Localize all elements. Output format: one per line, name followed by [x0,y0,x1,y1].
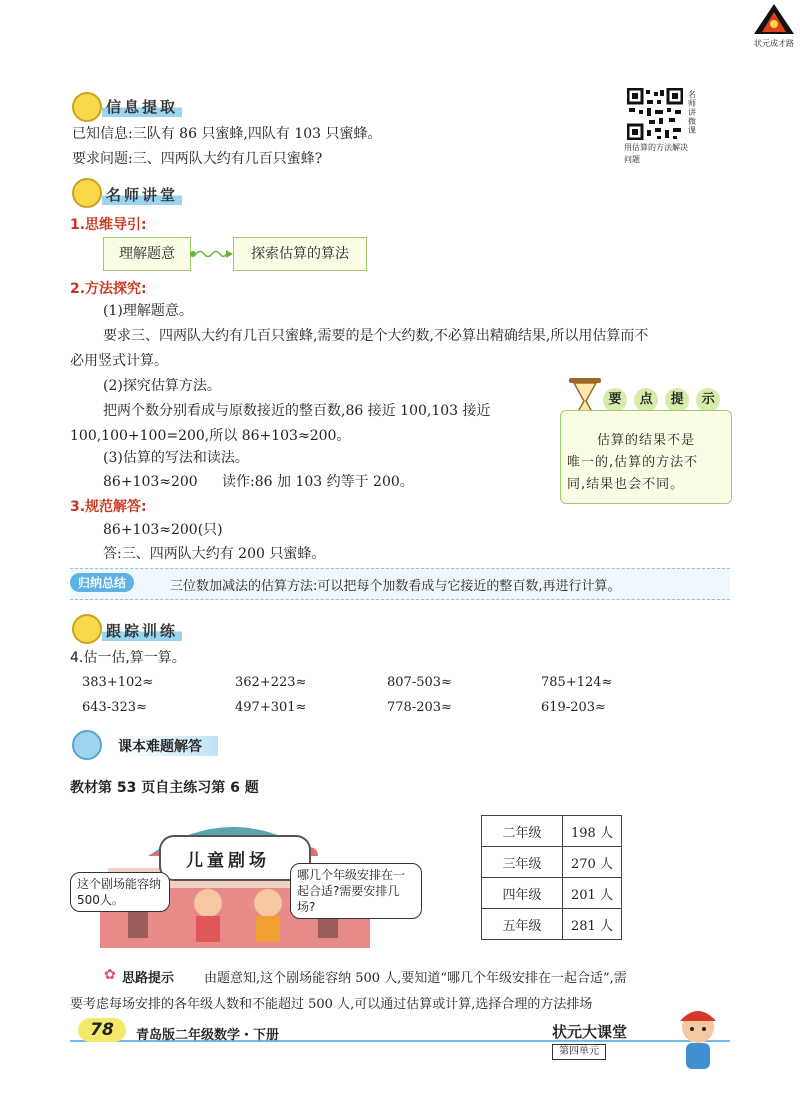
step-1-text-b: 必用竖式计算。 [70,353,168,369]
training-header: 跟踪训练 [102,620,182,641]
logo-text: 状元成才路 [754,39,794,48]
unit-label: 第四单元 [552,1044,606,1060]
hint-text-b: 要考虑每场安排的各年级人数和不能超过 500 人,可以通过估算或计算,选择合理的方法排场 [70,997,593,1012]
table-row [482,847,622,878]
summary-bar [70,568,730,600]
flow-box-understand: 理解题意 [103,237,191,271]
tip-line-2: 唯一的,估算的方法不 [567,455,699,470]
wavy-arrow-icon [190,248,234,260]
summary-text: 三位数加减法的估算方法:可以把每个加数看成与它接近的整百数,再进行计算。 [170,579,621,594]
exercise-1-4: 785+124≈ [541,675,613,690]
tip-char-3: 提 [665,388,689,412]
table-row [482,909,622,940]
step-3: (3)估算的写法和读法。 [103,450,249,466]
known-info: 已知信息:三队有 86 只蜜蜂,四队有 103 只蜜蜂。 [72,126,382,142]
summary-badge: 归纳总结 [70,573,134,592]
step-3-reading: 读作:86 加 103 约等于 200。 [222,474,414,490]
page-number: 78 [78,1018,126,1042]
step-2-text-b: 100,100+100=200,所以 86+103≈200。 [70,428,351,444]
qr-code-icon [627,88,683,140]
textbook-header: 课本难题解答 [118,736,218,756]
answer-sentence: 答:三、四两队大约有 200 只蜜蜂。 [103,546,326,562]
mascot-icon [668,1005,728,1075]
brand-logo [752,2,796,46]
flow-box-explore: 探索估算的算法 [233,237,367,271]
section-3-title: 3.规范解答: [70,499,147,515]
hint-text-a: 由题意知,这个剧场能容纳 500 人,要知道“哪几个年级安排在一起合适”,需 [204,971,627,986]
step-2-text-a: 把两个数分别看成与原数接近的整百数,86 接近 100,103 接近 [103,403,491,419]
bubble-left: 这个剧场能容纳500人。 [70,872,170,912]
textbook-title: 教材第 53 页自主练习第 6 题 [70,780,259,796]
exercise-4-title: 4.估一估,算一算。 [70,650,186,666]
exercise-2-4: 619-203≈ [541,700,606,715]
bubble-right: 哪几个年级安排在一起合适?需要安排几场? [290,863,422,919]
grade-table [481,815,622,940]
magnifier-icon [72,92,102,122]
table-row [482,816,622,847]
exercise-2-3: 778-203≈ [387,700,452,715]
step-1: (1)理解题意。 [103,303,193,319]
grade-count: 201 人 [563,878,622,909]
grade-count: 270 人 [563,847,622,878]
step-3-formula: 86+103≈200 [103,474,198,490]
brand-name: 状元大课堂 [552,1023,628,1041]
book-icon [72,730,102,760]
exercise-1-3: 807-503≈ [387,675,452,690]
table-row [482,878,622,909]
tip-char-1: 要 [603,388,627,412]
grade-count: 198 人 [563,816,622,847]
qr-caption: 用估算的方法解决问题 [624,143,688,164]
exercise-2-2: 497+301≈ [235,700,307,715]
trophy-icon [72,614,102,644]
qr-code[interactable] [627,88,683,140]
qr-side-label: 名师讲微课 [688,90,696,135]
step-2: (2)探究估算方法。 [103,378,221,394]
tip-title [603,388,720,412]
tip-box [560,410,732,504]
grade-name: 四年级 [482,878,563,909]
info-header: 信息提取 [102,96,182,117]
mountain-logo-icon [752,2,796,36]
grade-count: 281 人 [563,909,622,940]
step-1-text-a: 要求三、四两队大约有几百只蜜蜂,需要的是个大约数,不必算出精确结果,所以用估算而不 [103,328,649,344]
tip-char-4: 示 [696,388,720,412]
section-2-title: 2.方法探究: [70,281,147,297]
question-info: 要求问题:三、四两队大约有几百只蜜蜂? [72,151,323,167]
exercise-1-1: 383+102≈ [82,675,154,690]
hint-label: 思路提示 [122,971,175,986]
grade-name: 二年级 [482,816,563,847]
tip-char-2: 点 [634,388,658,412]
answer-formula: 86+103≈200(只) [103,522,223,538]
lecture-header: 名师讲堂 [102,184,182,205]
section-1-title: 1.思维导引: [70,217,147,233]
exercise-1-2: 362+223≈ [235,675,307,690]
book-title: 青岛版二年级数学・下册 [136,1028,280,1043]
tip-line-1: 估算的结果不是 [597,433,696,448]
hint-flower-icon: ✿ [104,967,116,983]
theater-sign: 儿童剧场 [186,851,270,871]
tip-line-3: 同,结果也会不同。 [567,477,685,492]
exercise-2-1: 643-323≈ [82,700,147,715]
grade-name: 三年级 [482,847,563,878]
teacher-icon [72,178,102,208]
grade-name: 五年级 [482,909,563,940]
